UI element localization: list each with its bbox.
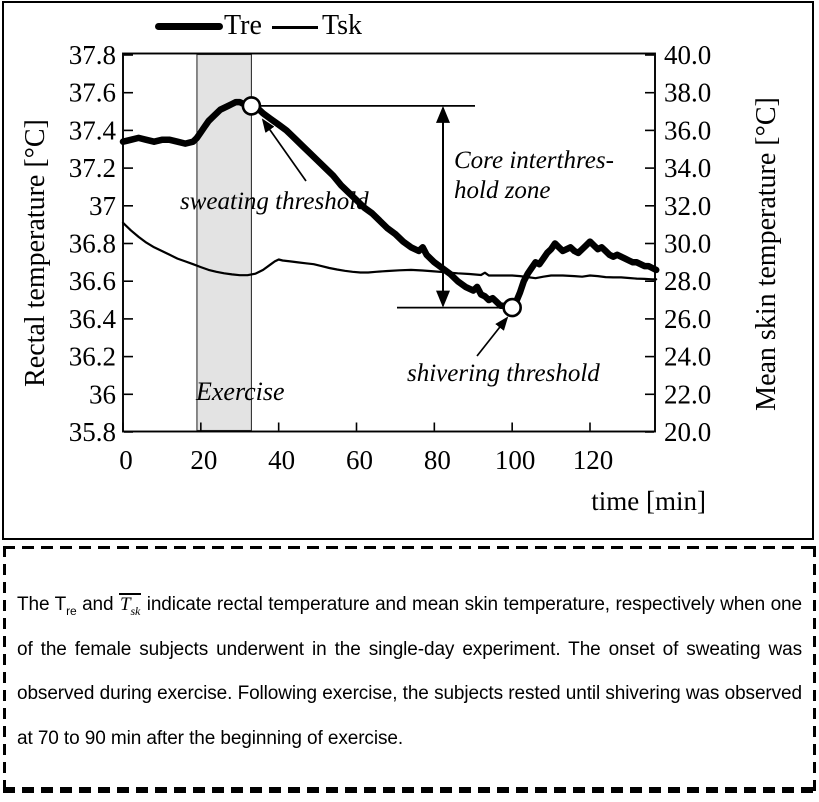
left-axis-title: Rectal temperature [°C]: [20, 119, 51, 387]
left-tick-label: 36: [89, 379, 116, 410]
left-tick-label: 37.2: [68, 153, 116, 184]
x-tick-label: 40: [268, 445, 296, 475]
x-tick-label: 60: [346, 445, 373, 475]
right-tick-label: 38.0: [664, 77, 712, 108]
annotation-core-zone-line2: hold zone: [454, 177, 551, 204]
tsk-legend-line-icon: [272, 26, 318, 29]
right-axis-title: Mean skin temperature [°C]: [751, 97, 782, 411]
left-tick-label: 35.8: [68, 417, 116, 447]
right-tick-label: 40.0: [664, 40, 712, 70]
x-tick-label: 100: [494, 445, 536, 475]
caption-text-1: The T: [17, 594, 67, 615]
right-tick-label: 30.0: [664, 228, 712, 259]
right-tick-label: 36.0: [664, 115, 712, 146]
caption-tsk-symbol: [119, 593, 141, 618]
x-tick-label: 80: [423, 445, 451, 475]
x-tick-label: 0: [119, 445, 133, 475]
left-tick-label: 37.8: [68, 40, 116, 70]
caption-text-2: and: [76, 594, 119, 615]
right-tick-label: 26.0: [664, 303, 712, 334]
left-tick-label: 36.4: [68, 303, 116, 334]
right-tick-label: 22.0: [664, 379, 712, 410]
x-tick-label: 120: [572, 445, 614, 475]
left-tick-label: 37.4: [68, 115, 116, 146]
x-axis-title: time [min]: [591, 486, 706, 516]
annotation-core-zone-line1: Core interthres-: [454, 147, 614, 174]
right-tick-label: 32.0: [664, 190, 712, 221]
annotation-shivering-threshold: shivering threshold: [407, 360, 600, 387]
shivering-pointer-arrow: [477, 318, 507, 356]
figure-caption: [3, 546, 816, 761]
right-tick-label: 34.0: [664, 153, 712, 184]
caption-tsk-t: T: [119, 594, 131, 615]
right-tick-label: 20.0: [664, 417, 712, 447]
left-tick-label: 36.8: [68, 228, 116, 259]
x-tick-label: 20: [190, 445, 218, 475]
tsk-legend-label: Tsk: [322, 10, 363, 41]
annotation-exercise: Exercise: [196, 377, 285, 406]
right-tick-label: 28.0: [664, 266, 712, 297]
left-tick-label: 37.6: [68, 77, 116, 108]
right-tick-label: 24.0: [664, 341, 712, 372]
sweating-threshold-marker: [243, 97, 260, 114]
tre-legend-label: Tre: [224, 10, 262, 41]
caption-text-3: indicate rectal temperature and mean skin temperature, respectively when one of the female subjects underwent in the single-day experiment. The onset of sweating was observed during exercise. Following exercise, the subjects rested until shivering was observed at 70 to 90 min after the beginning of exercise.: [17, 594, 802, 749]
caption-panel: [3, 546, 816, 793]
left-tick-label: 37: [89, 190, 116, 221]
tre-legend-line-icon: [155, 23, 223, 30]
caption-sub-re: re: [66, 603, 77, 618]
annotation-sweating-threshold: sweating threshold: [180, 188, 369, 215]
left-tick-label: 36.2: [68, 341, 116, 372]
annotation-core-interthreshold-zone: [454, 146, 614, 206]
shivering-threshold-marker: [504, 299, 521, 316]
caption-sub-sk: sk: [130, 603, 141, 618]
left-tick-label: 36.6: [68, 266, 116, 297]
